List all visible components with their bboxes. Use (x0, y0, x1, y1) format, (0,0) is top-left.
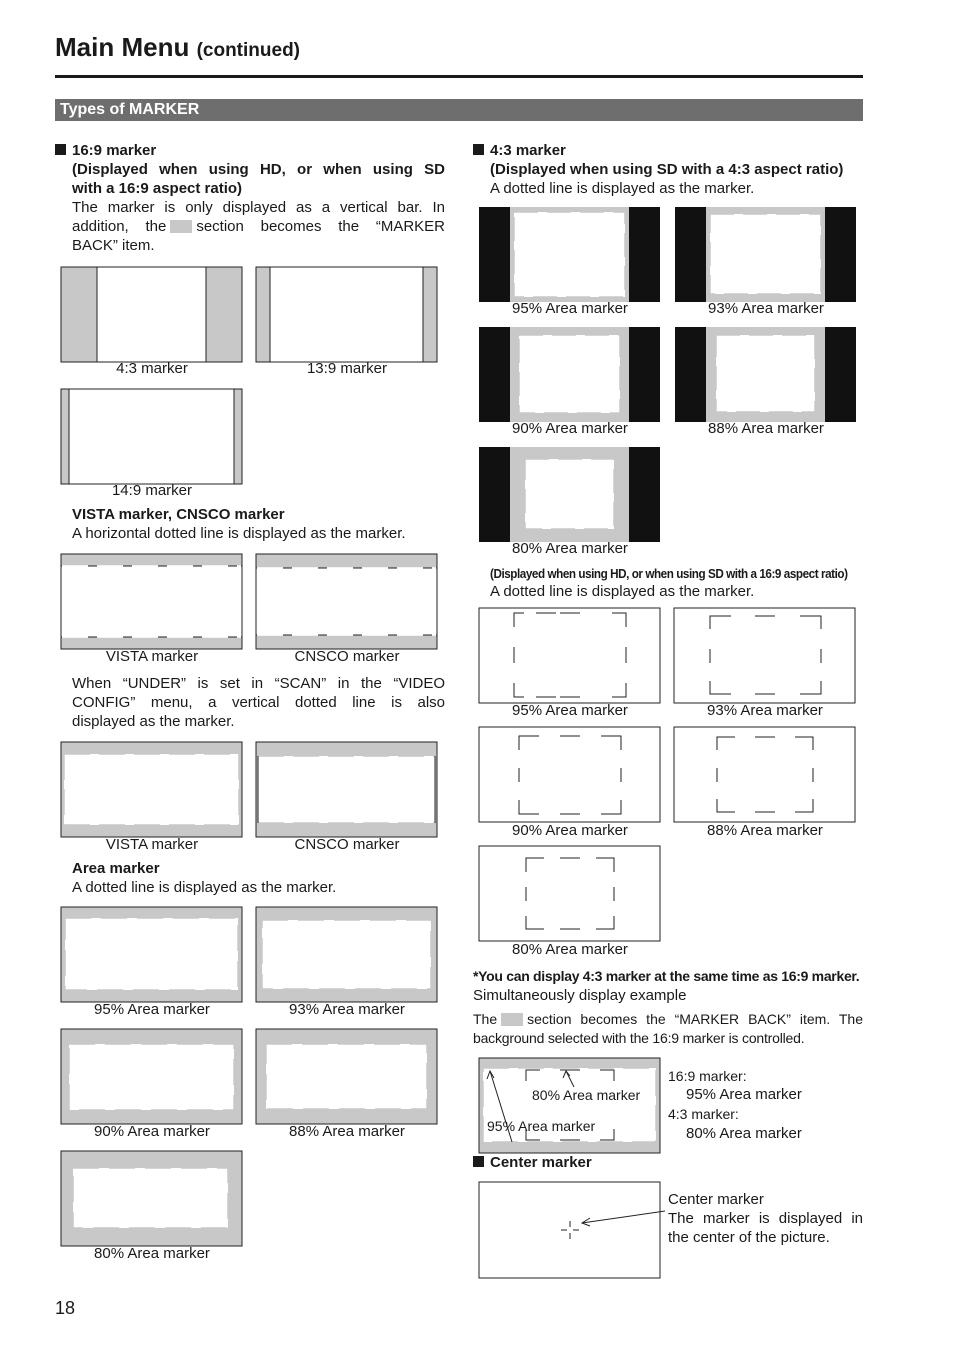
caption-43-area-80: 80% Area marker (512, 540, 628, 557)
caption-hd-area-80: 80% Area marker (512, 941, 628, 958)
diagram-cnsco-marker (255, 553, 439, 651)
diagram-169-area-88 (255, 1028, 439, 1126)
subheading-43-on-hd: (Displayed when using HD, or when using SD with a 16:9 aspect ratio) (490, 566, 848, 581)
under-note-line2: CONFIG” menu, a vertical dotted line is also (72, 694, 445, 711)
under-note-line1: When “UNDER” is set in “SCAN” in the “VIDEO (72, 675, 445, 692)
diagram-169-area-93 (255, 906, 439, 1004)
gray-swatch-icon (501, 1013, 523, 1026)
desc-43: A dotted line is displayed as the marker. (490, 180, 755, 197)
title-rule (55, 75, 863, 78)
caption-43-area-90: 90% Area marker (512, 420, 628, 437)
caption-43-area-93: 93% Area marker (708, 300, 824, 317)
bullet-square-icon (473, 1156, 484, 1167)
caption-139-marker: 13:9 marker (306, 360, 388, 377)
simultaneous-note: *You can display 4:3 marker at the same time as 16:9 marker. (473, 968, 860, 984)
simultaneous-example-label: Simultaneously display example (473, 987, 687, 1004)
legend-169-label: 16:9 marker: (668, 1068, 747, 1084)
caption-43-area-88: 88% Area marker (708, 420, 824, 437)
diagram-hd-area-88 (673, 726, 857, 824)
legend-43-label: 4:3 marker: (668, 1106, 739, 1122)
diagram-hd-area-93 (673, 607, 857, 705)
diagram-169-area-95 (60, 906, 244, 1004)
subheading-43: (Displayed when using SD with a 4:3 aspect ratio) (490, 161, 844, 178)
caption-hd-area-88: 88% Area marker (707, 822, 823, 839)
heading-center-marker: Center marker (473, 1153, 592, 1172)
subheading-169-line1: (Displayed when using HD, or when using SD (72, 161, 445, 178)
page-number: 18 (55, 1298, 76, 1318)
subheading-169-line2: with a 16:9 aspect ratio) (72, 180, 243, 197)
diagram-43-vertical-bar (60, 266, 244, 364)
diagram-vista-marker (60, 553, 244, 651)
desc-vista-cnsco: A horizontal dotted line is displayed as the marker. (72, 525, 406, 542)
legend-169-value: 95% Area marker (686, 1086, 802, 1103)
diagram-cnsco-marker-under (255, 741, 439, 839)
diagram-169-area-80 (60, 1150, 244, 1248)
heading-vista-cnsco: VISTA marker, CNSCO marker (72, 506, 285, 523)
page-title: Main Menu (continued) (55, 32, 301, 62)
caption-cnsco-marker-under: CNSCO marker (294, 836, 400, 853)
diagram-hd-area-95 (478, 607, 662, 705)
simultaneous-desc-line1: The section becomes the “MARKER BACK” item. The (473, 1011, 863, 1027)
under-note-line3: displayed as the marker. (72, 713, 235, 730)
diagram-vista-marker-under (60, 741, 244, 839)
caption-169-area-95: 95% Area marker (94, 1001, 210, 1018)
figure-label-95: 95% Area marker (487, 1118, 596, 1134)
diagram-43-area-88 (674, 326, 858, 424)
caption-169-area-80: 80% Area marker (94, 1245, 210, 1262)
diagram-simultaneous-example (478, 1057, 662, 1155)
simultaneous-desc-line2: background selected with the 16:9 marker is controlled. (473, 1030, 805, 1046)
bullet-square-icon (55, 144, 66, 155)
center-marker-desc-line2: the center of the picture. (668, 1229, 830, 1246)
desc-169-line2: addition, the section becomes the “MARKER (72, 218, 446, 235)
desc-area-marker: A dotted line is displayed as the marker. (72, 879, 337, 896)
heading-area-marker: Area marker (72, 860, 160, 877)
caption-vista-marker-under: VISTA marker (105, 836, 199, 853)
caption-169-area-88: 88% Area marker (289, 1123, 405, 1140)
center-marker-desc-line1: The marker is displayed in (668, 1210, 863, 1227)
diagram-43-area-95 (478, 206, 662, 304)
diagram-169-area-90 (60, 1028, 244, 1126)
gray-swatch-icon (170, 220, 192, 233)
desc-43-on-hd: A dotted line is displayed as the marker. (490, 583, 755, 600)
caption-169-area-90: 90% Area marker (94, 1123, 210, 1140)
caption-hd-area-95: 95% Area marker (512, 702, 628, 719)
desc-169-line1: The marker is only displayed as a vertical bar. In (72, 199, 445, 216)
caption-169-area-93: 93% Area marker (289, 1001, 405, 1018)
diagram-hd-area-80 (478, 845, 662, 943)
diagram-139-vertical-bar (255, 266, 439, 364)
caption-cnsco-marker: CNSCO marker (294, 648, 400, 665)
center-marker-label: Center marker (668, 1191, 764, 1208)
diagram-43-area-90 (478, 326, 662, 424)
heading-43-marker: 4:3 marker (473, 141, 566, 160)
caption-43-marker: 4:3 marker (116, 360, 188, 377)
caption-hd-area-93: 93% Area marker (707, 702, 823, 719)
legend-43-value: 80% Area marker (686, 1125, 802, 1142)
bullet-square-icon (473, 144, 484, 155)
caption-vista-marker: VISTA marker (105, 648, 199, 665)
section-title: Types of MARKER (60, 101, 200, 118)
caption-43-area-95: 95% Area marker (512, 300, 628, 317)
heading-169-marker: 16:9 marker (55, 141, 156, 160)
diagram-hd-area-90 (478, 726, 662, 824)
caption-hd-area-90: 90% Area marker (512, 822, 628, 839)
figure-label-80: 80% Area marker (532, 1087, 641, 1103)
caption-149-marker: 14:9 marker (111, 482, 193, 499)
diagram-43-area-80 (478, 446, 662, 544)
desc-169-line3: BACK” item. (72, 237, 155, 254)
diagram-43-area-93 (674, 206, 858, 304)
diagram-149-vertical-bar (60, 388, 244, 486)
section-heading-bar (55, 99, 863, 121)
